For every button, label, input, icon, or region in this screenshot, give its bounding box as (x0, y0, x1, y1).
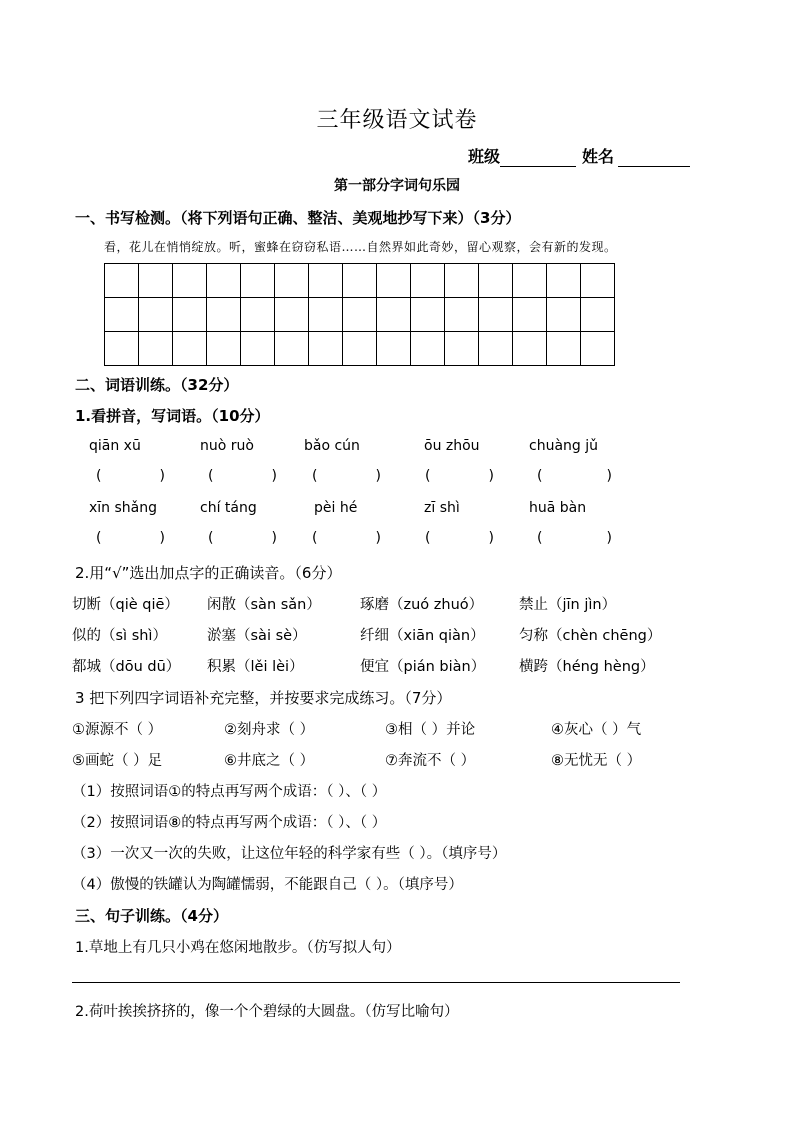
page-title: 三年级语文试卷 (316, 108, 478, 133)
answer-box-10[interactable]: ( ) (537, 530, 612, 546)
writing-grid[interactable] (104, 263, 614, 365)
grid-cell[interactable] (172, 263, 207, 298)
reading-item: 都城（dōu dū） (72, 659, 181, 675)
grid-cell[interactable] (444, 263, 479, 298)
grid-cell[interactable] (410, 331, 445, 366)
grid-cell[interactable] (308, 331, 343, 366)
grid-cell[interactable] (104, 331, 139, 366)
pinyin-3: bǎo cún (304, 438, 360, 454)
grid-cell[interactable] (546, 331, 581, 366)
q3-item-4[interactable]: （4）傲慢的铁罐认为陶罐懦弱，不能跟自己（ ）。（填序号） (72, 877, 463, 893)
grid-cell[interactable] (580, 263, 615, 298)
pinyin-4: ōu zhōu (424, 438, 480, 454)
grid-cell[interactable] (512, 263, 547, 298)
reading-item: 便宜（pián biàn） (360, 659, 486, 675)
grid-cell[interactable] (478, 331, 513, 366)
answer-box-5[interactable]: ( ) (537, 468, 612, 484)
grid-cell[interactable] (444, 331, 479, 366)
name-field (582, 144, 690, 167)
grid-cell[interactable] (512, 297, 547, 332)
idiom-item[interactable]: ⑤画蛇（ ）足 (72, 753, 163, 769)
grid-cell[interactable] (206, 263, 241, 298)
pinyin-6: xīn shǎng (89, 500, 158, 516)
reading-item: 匀称（chèn chēng） (519, 628, 662, 644)
q3-item-3[interactable]: （3）一次又一次的失败，让这位年轻的科学家有些（ ）。（填序号） (72, 846, 507, 862)
answer-box-4[interactable]: ( ) (425, 468, 494, 484)
pinyin-5: chuàng jǔ (529, 438, 598, 454)
sentence-q2: 2.荷叶挨挨挤挤的，像一个个碧绿的大圆盘。（仿写比喻句） (75, 1004, 459, 1020)
section3-heading: 三、句子训练。（4分） (75, 907, 228, 925)
answer-box-6[interactable]: ( ) (96, 530, 165, 546)
pinyin-1: qiān xū (89, 438, 141, 454)
grid-cell[interactable] (206, 331, 241, 366)
grid-cell[interactable] (342, 263, 377, 298)
reading-item: 纤细（xiān qiàn） (360, 628, 485, 644)
pinyin-10: huā bàn (529, 500, 587, 516)
idiom-item[interactable]: ⑥井底之（ ） (224, 753, 315, 769)
section2-heading: 二、词语训练。（32分） (75, 376, 239, 394)
reading-item: 淤塞（sài sè） (207, 628, 307, 644)
grid-cell[interactable] (206, 297, 241, 332)
grid-cell[interactable] (376, 263, 411, 298)
grid-cell[interactable] (274, 263, 309, 298)
grid-cell[interactable] (410, 297, 445, 332)
name-blank[interactable] (618, 150, 690, 167)
grid-cell[interactable] (308, 297, 343, 332)
grid-cell[interactable] (104, 297, 139, 332)
reading-item: 积累（lěi lèi） (207, 659, 304, 675)
grid-cell[interactable] (172, 331, 207, 366)
q1-heading: 1.看拼音，写词语。（10分） (75, 407, 270, 425)
idiom-item[interactable]: ④灰心（ ）气 (551, 722, 642, 738)
class-field (468, 144, 576, 167)
grid-cell[interactable] (410, 263, 445, 298)
idiom-item[interactable]: ⑧无忧无（ ） (551, 753, 642, 769)
idiom-item[interactable]: ⑦奔流不（ ） (385, 753, 476, 769)
grid-cell[interactable] (546, 297, 581, 332)
idiom-item[interactable]: ①源源不（ ） (72, 722, 163, 738)
pinyin-2: nuò ruò (200, 438, 254, 454)
grid-cell[interactable] (274, 297, 309, 332)
grid-cell[interactable] (376, 297, 411, 332)
class-blank[interactable] (500, 150, 576, 167)
reading-item: 闲散（sàn sǎn） (207, 597, 321, 613)
section1-heading: 一、书写检测。（将下列语句正确、整洁、美观地抄写下来）（3分） (75, 209, 521, 227)
q3-item-1[interactable]: （1）按照词语①的特点再写两个成语：（ ）、（ ） (72, 784, 387, 800)
idiom-item[interactable]: ②刻舟求（ ） (224, 722, 315, 738)
grid-cell[interactable] (580, 297, 615, 332)
idiom-item[interactable]: ③相（ ）并论 (385, 722, 476, 738)
grid-cell[interactable] (138, 263, 173, 298)
grid-cell[interactable] (240, 331, 275, 366)
grid-cell[interactable] (478, 263, 513, 298)
answer-box-7[interactable]: ( ) (208, 530, 277, 546)
grid-cell[interactable] (512, 331, 547, 366)
answer-box-1[interactable]: ( ) (96, 468, 165, 484)
reading-item: 禁止（jīn jìn） (519, 597, 617, 613)
answer-line[interactable] (72, 982, 680, 983)
answer-box-8[interactable]: ( ) (312, 530, 381, 546)
reading-item: 切断（qiè qiē） (72, 597, 179, 613)
grid-cell[interactable] (138, 297, 173, 332)
reading-item: 横跨（héng hèng） (519, 659, 655, 675)
q3-item-2[interactable]: （2）按照词语⑧的特点再写两个成语：（ ）、（ ） (72, 815, 387, 831)
part-title: 第一部分字词句乐园 (334, 178, 460, 194)
class-label: 班级 (468, 147, 501, 166)
grid-cell[interactable] (240, 263, 275, 298)
grid-cell[interactable] (172, 297, 207, 332)
answer-box-9[interactable]: ( ) (425, 530, 494, 546)
name-label: 姓名 (582, 147, 615, 166)
grid-cell[interactable] (444, 297, 479, 332)
grid-cell[interactable] (478, 297, 513, 332)
reading-item: 琢磨（zuó zhuó） (360, 597, 484, 613)
grid-cell[interactable] (342, 297, 377, 332)
answer-box-2[interactable]: ( ) (208, 468, 277, 484)
grid-cell[interactable] (308, 263, 343, 298)
pinyin-9: zī shì (424, 500, 460, 516)
sentence-q1: 1.草地上有几只小鸡在悠闲地散步。（仿写拟人句） (75, 940, 401, 956)
grid-cell[interactable] (342, 331, 377, 366)
q3-heading: 3 把下列四字词语补充完整，并按要求完成练习。（7分） (75, 689, 452, 707)
pinyin-7: chí táng (200, 500, 257, 516)
grid-cell[interactable] (376, 331, 411, 366)
grid-cell[interactable] (240, 297, 275, 332)
grid-cell[interactable] (104, 263, 139, 298)
grid-cell[interactable] (138, 331, 173, 366)
answer-box-3[interactable]: ( ) (312, 468, 381, 484)
grid-cell[interactable] (580, 331, 615, 366)
reading-item: 似的（sì shì） (72, 628, 167, 644)
pinyin-8: pèi hé (314, 500, 358, 516)
q2-heading: 2.用“√”选出加点字的正确读音。（6分） (75, 564, 342, 582)
grid-cell[interactable] (546, 263, 581, 298)
grid-cell[interactable] (274, 331, 309, 366)
copy-text: 看，花儿在悄悄绽放。听，蜜蜂在窃窃私语……自然界如此奇妙，留心观察，会有新的发现。 (104, 240, 617, 254)
